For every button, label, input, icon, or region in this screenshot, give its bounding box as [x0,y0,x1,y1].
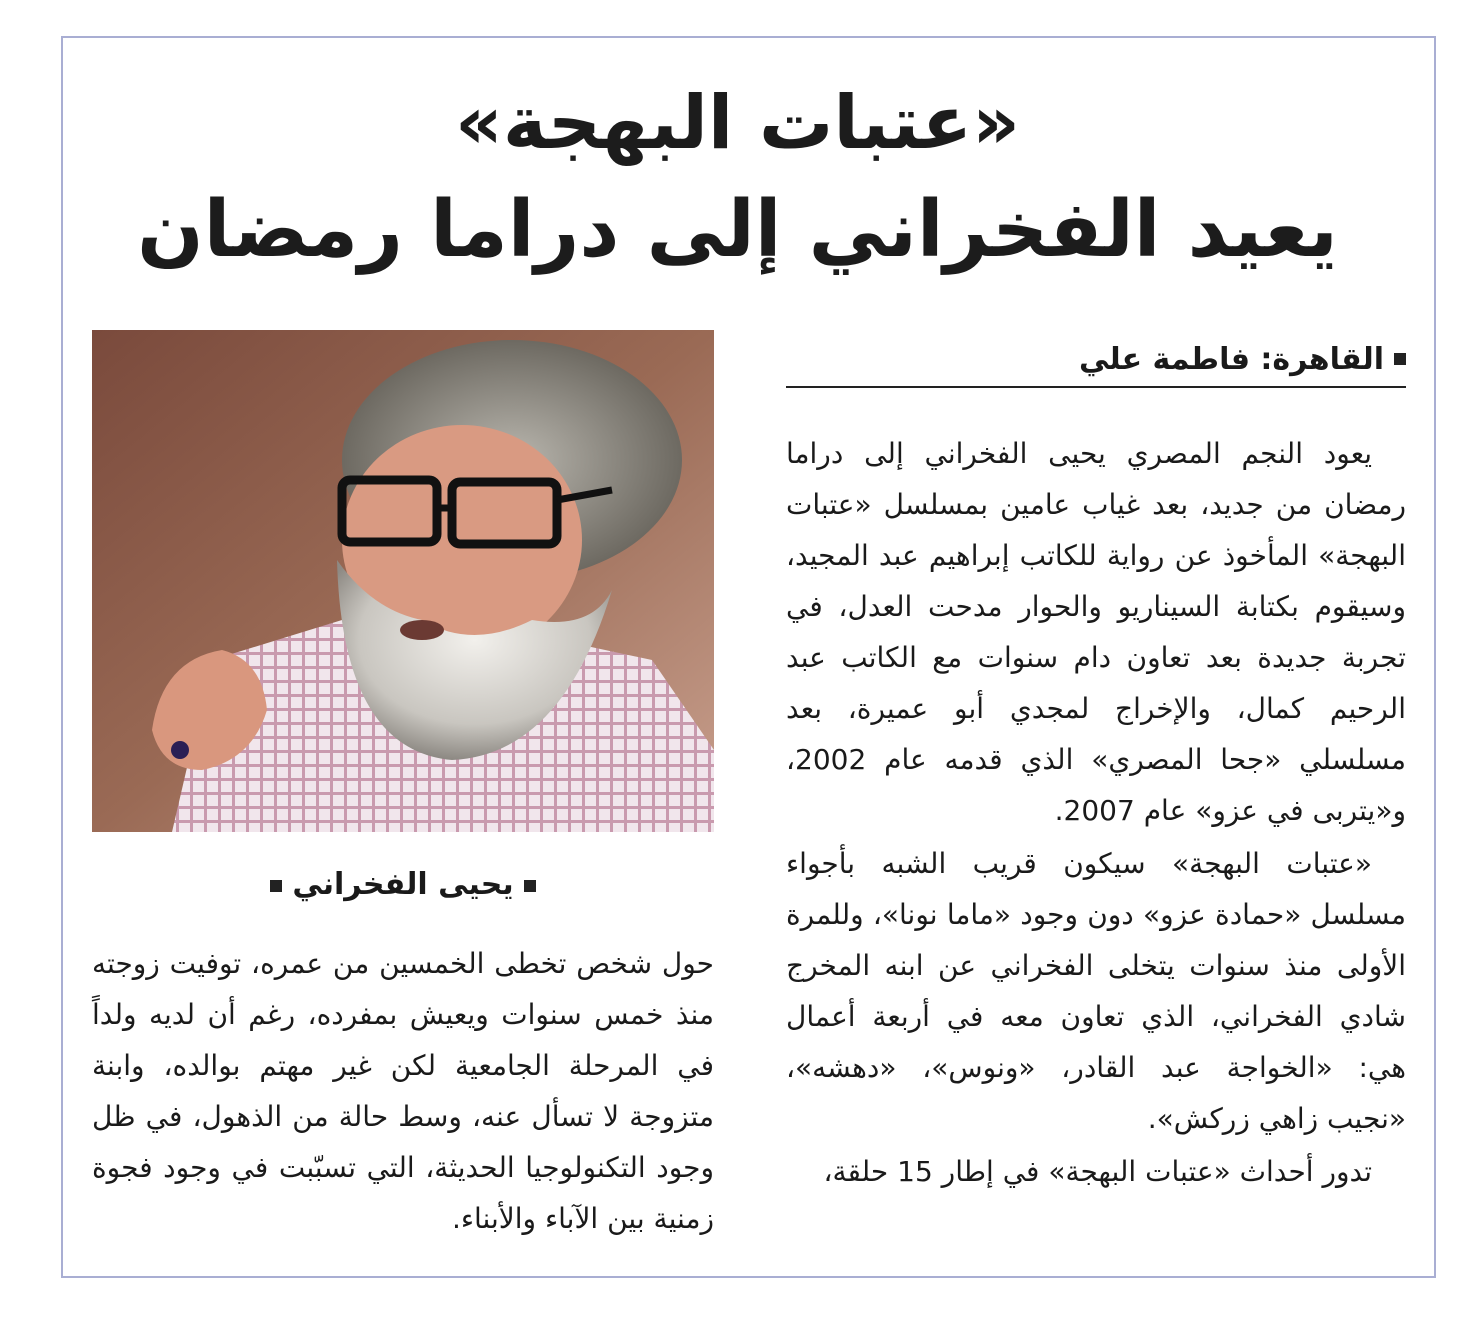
article-body-left-column [92,938,714,1244]
paragraph: يعود النجم المصري يحيى الفخراني إلى دراما رمضان من جديد، بعد غياب عامين بمسلسل «عتبات البهجة» المأخوذ عن رواية للكاتب إبراهيم عبد المجيد، وسيقوم بكتابة السيناريو والحوار مدحت العدل، في تجربة جديدة بعد تعاون دام سنوات مع الكاتب عبد الرحيم كمال، والإخراج لمجدي أبو عميرة، بعد مسلسلي «جحا المصري» الذي قدمه عام 2002، و«يتربى في عزو» عام 2007. [786,437,1406,827]
byline [786,332,1406,388]
portrait-photo-icon [92,330,714,832]
caption-text: يحيى الفخراني [292,867,514,902]
portrait-photo [92,330,714,832]
square-bullet-icon [1394,353,1406,365]
byline-text: القاهرة: فاطمة علي [1078,341,1384,377]
article-body-right-column [786,428,1406,1197]
paragraph: «عتبات البهجة» سيكون قريب الشبه بأجواء مسلسل «حمادة عزو» دون وجود «ماما نونا»، وللمرة الأولى منذ سنوات يتخلى الفخراني عن ابنه المخرج شادي الفخراني، الذي تعاون معه في أربعة أعمال هي: «الخواجة عبد القادر، «ونوس»، «دهشه»، «نجيب زاهي زركش». [786,847,1406,1135]
square-bullet-icon [524,880,536,892]
photo-caption [92,860,714,910]
headline-line-1: «عتبات البهجة» [455,80,1020,166]
paragraph: تدور أحداث «عتبات البهجة» في إطار 15 حلقة، [823,1155,1372,1188]
paragraph: حول شخص تخطى الخمسين من عمره، توفيت زوجته منذ خمس سنوات ويعيش بمفرده، رغم أن لديه ولداً في المرحلة الجامعية لكن غير مهتم بوالده، وابنة متزوجة لا تسأل عنه، وسط حالة من الذهول، في ظل وجود التكنولوجيا الحديثة، التي تسبّبت في وجود فجوة زمنية بين الآباء والأبناء. [92,947,714,1235]
headline-line-2: يعيد الفخراني إلى دراما رمضان [137,185,1338,275]
square-bullet-icon [270,880,282,892]
